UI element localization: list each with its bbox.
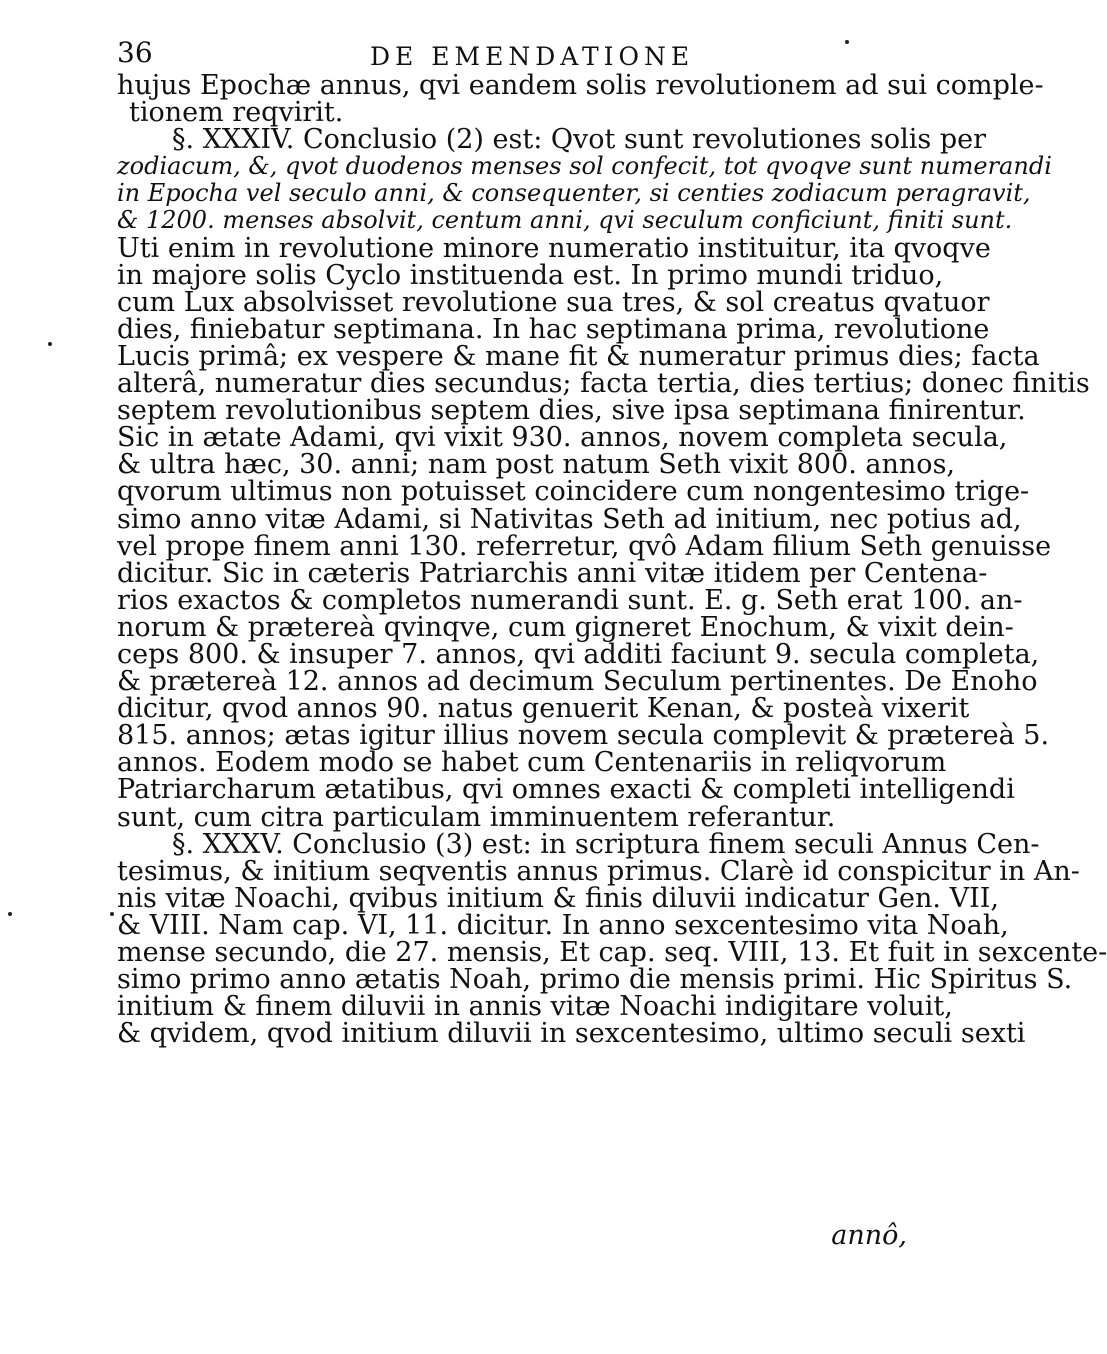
running-title: DE EMENDATIONE bbox=[370, 42, 695, 71]
text-line: annos. Eodem modo se habet cum Centenariis in reliqvorum bbox=[117, 747, 947, 779]
text-line: Uti enim in revolutione minore numeratio instituitur, ita qvoqve bbox=[117, 232, 991, 264]
text-line: & VIII. Nam cap. VI, 11. dicitur. In anno sexcentesimo vita Noah, bbox=[117, 909, 1009, 941]
text-line: simo anno vitæ Adami, si Nativitas Seth ad initium, nec potius ad, bbox=[117, 503, 1022, 535]
text-line: cum Lux absolvisset revolutione sua tres, & sol creatus qvatuor bbox=[117, 286, 990, 318]
text-line: dicitur, qvod annos 90. natus genuerit Kenan, & posteà vixerit bbox=[117, 693, 970, 725]
text-line: Lucis primâ; ex vespere & mane fit & numeratur primus dies; facta bbox=[117, 340, 1040, 372]
text-line: & prætereà 12. annos ad decimum Seculum pertinentes. De Enoho bbox=[117, 666, 1038, 698]
text-line: & 1200. menses absolvit, centum anni, qvi seculum conficiunt, finiti sunt. bbox=[117, 206, 1013, 235]
text-line: & ultra hæc, 30. anni; nam post natum Seth vixit 800. annos, bbox=[117, 449, 956, 481]
text-line: nis vitæ Noachi, qvibus initium & finis diluvii indicatur Gen. VII, bbox=[117, 882, 999, 914]
text-line: zodiacum, &, qvot duodenos menses sol confecit, tot qvoqve sunt numerandi bbox=[117, 152, 1052, 181]
text-line: ceps 800. & insuper 7. annos, qvi additi faciunt 9. secula completa, bbox=[117, 638, 1040, 670]
ink-speck bbox=[48, 342, 52, 346]
ink-speck bbox=[110, 912, 114, 916]
text-line: 815. annos; ætas igitur illius novem secula complevit & prætereà 5. bbox=[117, 720, 1050, 752]
text-line: in majore solis Cyclo instituenda est. In primo mundi triduo, bbox=[117, 259, 944, 291]
text-line: initium & finem diluvii in annis vitæ Noachi indigitare voluit, bbox=[117, 991, 953, 1023]
text-line: septem revolutionibus septem dies, sive ipsa septimana finirentur. bbox=[117, 395, 1026, 427]
text-line: tesimus, & initium seqventis annus primus. Clarè id conspicitur in An- bbox=[117, 855, 1080, 887]
text-line: Patriarcharum ætatibus, qvi omnes exacti & completi intelligendi bbox=[117, 774, 1015, 806]
text-line: hujus Epochæ annus, qvi eandem solis revolutionem ad sui comple- bbox=[117, 70, 1044, 101]
text-line: dicitur. Sic in cæteris Patriarchis anni vitæ itidem per Centena- bbox=[117, 557, 988, 589]
text-line: simo primo anno ætatis Noah, primo die mensis primi. Hic Spiritus S. bbox=[117, 964, 1073, 996]
text-line: alterâ, numeratur dies secundus; facta tertia, dies tertius; donec finitis bbox=[117, 368, 1090, 400]
text-line: sunt, cum citra particulam imminuentem referantur. bbox=[117, 801, 836, 833]
catchword: annô, bbox=[831, 1220, 907, 1251]
text-line: vel prope finem anni 130. referretur, qvô Adam filium Seth genuisse bbox=[117, 530, 1052, 562]
ink-speck bbox=[845, 40, 849, 44]
text-line: qvorum ultimus non potuisset coincidere cum nongentesimo trige- bbox=[117, 476, 1030, 508]
section-35-heading: §. XXXV. Conclusio (3) est: in scriptura finem seculi Annus Cen- bbox=[172, 828, 1040, 860]
text-line: & qvidem, qvod initium diluvii in sexcentesimo, ultimo seculi sexti bbox=[117, 1018, 1026, 1050]
page-header bbox=[0, 30, 1000, 70]
body-text bbox=[117, 70, 1107, 1050]
text-line: Sic in ætate Adami, qvi vixit 930. annos, novem completa secula, bbox=[117, 422, 1008, 454]
text-line: tionem reqvirit. bbox=[129, 97, 344, 129]
text-line: rios exactos & completos numerandi sunt. E. g. Seth erat 100. an- bbox=[117, 584, 1023, 616]
text-line: dies, finiebatur septimana. In hac septimana prima, revolutione bbox=[117, 313, 990, 345]
page-number: 36 bbox=[117, 36, 153, 69]
ink-speck bbox=[8, 912, 12, 916]
text-line: norum & prætereà qvinqve, cum gigneret Enochum, & vixit dein- bbox=[117, 611, 1014, 643]
text-line: in Epocha vel seculo anni, & consequenter, si centies zodiacum peragravit, bbox=[117, 179, 1031, 208]
section-34-heading: §. XXXIV. Conclusio (2) est: Qvot sunt revolutiones solis per bbox=[172, 124, 987, 156]
text-line: mense secundo, die 27. mensis, Et cap. seq. VIII, 13. Et fuit in sexcente- bbox=[117, 937, 1107, 968]
